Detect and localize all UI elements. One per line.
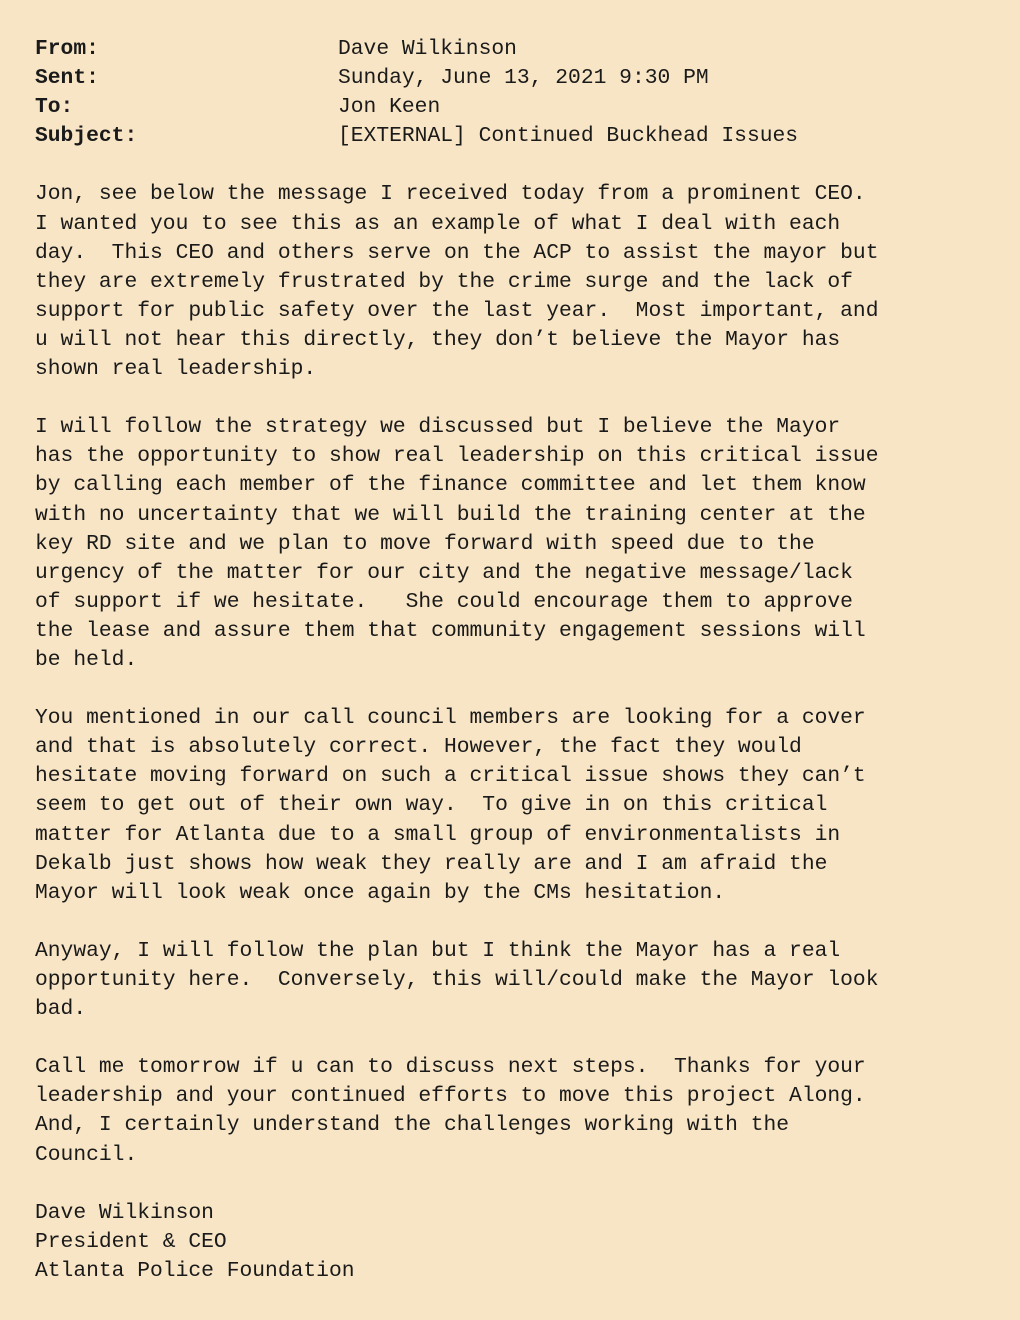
body-line: leadership and your continued efforts to move this project Along. — [35, 1084, 866, 1109]
sent-label: Sent: — [35, 66, 99, 91]
body-line: matter for Atlanta due to a small group of environmentalists in — [35, 822, 841, 847]
body-line: hesitate moving forward on such a critical issue shows they can’t — [35, 764, 866, 789]
body-paragraph-5 — [35, 1053, 1020, 1169]
body-line: urgency of the matter for our city and the negative message/lack — [35, 560, 853, 585]
signature-title: President & CEO — [35, 1229, 227, 1254]
body-line: they are extremely frustrated by the crime surge and the lack of — [35, 269, 853, 294]
body-line: with no uncertainty that we will build the training center at the — [35, 502, 866, 527]
body-line: the lease and assure them that community engagement sessions will — [35, 618, 866, 643]
body-line: bad. — [35, 997, 87, 1022]
body-line: and that is absolutely correct. However, the fact they would — [35, 735, 802, 760]
from-value: Dave Wilkinson — [338, 37, 517, 61]
body-line: u will not hear this directly, they don’t believe the Mayor has — [35, 327, 841, 352]
body-line: key RD site and we plan to move forward with speed due to the — [35, 531, 815, 556]
subject-row — [35, 122, 1020, 151]
body-paragraph-3 — [35, 704, 1020, 908]
body-line: be held. — [35, 647, 138, 672]
subject-value: [EXTERNAL] Continued Buckhead Issues — [338, 124, 799, 149]
body-line: I will follow the strategy we discussed but I believe the Mayor — [35, 415, 841, 440]
body-line: Anyway, I will follow the plan but I think the Mayor has a real — [35, 938, 841, 963]
subject-label: Subject: — [35, 124, 138, 149]
to-label: To: — [35, 95, 74, 120]
email-signature — [35, 1199, 1020, 1286]
body-line: I wanted you to see this as an example of what I deal with each — [35, 211, 841, 236]
email-header — [35, 35, 1020, 151]
to-value: Jon Keen — [338, 95, 441, 120]
body-line: And, I certainly understand the challenges working with the — [35, 1113, 790, 1138]
body-paragraph-4 — [35, 937, 1020, 1024]
from-row — [35, 35, 1020, 64]
sent-value: Sunday, June 13, 2021 9:30 PM — [338, 66, 709, 91]
signature-name: Dave Wilkinson — [35, 1200, 214, 1225]
body-line: Council. — [35, 1142, 138, 1167]
body-line: You mentioned in our call council members are looking for a cover — [35, 706, 866, 731]
body-line: seem to get out of their own way. To give in on this critical — [35, 793, 828, 818]
to-row — [35, 93, 1020, 122]
body-paragraph-1 — [35, 180, 1020, 384]
body-line: by calling each member of the finance committee and let them know — [35, 473, 866, 498]
body-line: has the opportunity to show real leadership on this critical issue — [35, 444, 879, 469]
body-line: of support if we hesitate. She could encourage them to approve — [35, 589, 853, 614]
body-line: Mayor will look weak once again by the CMs hesitation. — [35, 880, 726, 905]
body-line: support for public safety over the last year. Most important, and — [35, 298, 879, 323]
body-paragraph-2 — [35, 413, 1020, 675]
email-body — [35, 180, 1020, 1169]
body-line: day. This CEO and others serve on the ACP to assist the mayor but — [35, 240, 879, 265]
body-line: Dekalb just shows how weak they really are and I am afraid the — [35, 851, 828, 876]
sent-row — [35, 64, 1020, 93]
body-line: shown real leadership. — [35, 357, 317, 382]
from-label: From: — [35, 37, 99, 61]
body-line: Call me tomorrow if u can to discuss next steps. Thanks for your — [35, 1055, 866, 1080]
body-line: opportunity here. Conversely, this will/could make the Mayor look — [35, 968, 879, 992]
body-line: Jon, see below the message I received today from a prominent CEO. — [35, 182, 866, 207]
signature-organization: Atlanta Police Foundation — [35, 1258, 355, 1283]
